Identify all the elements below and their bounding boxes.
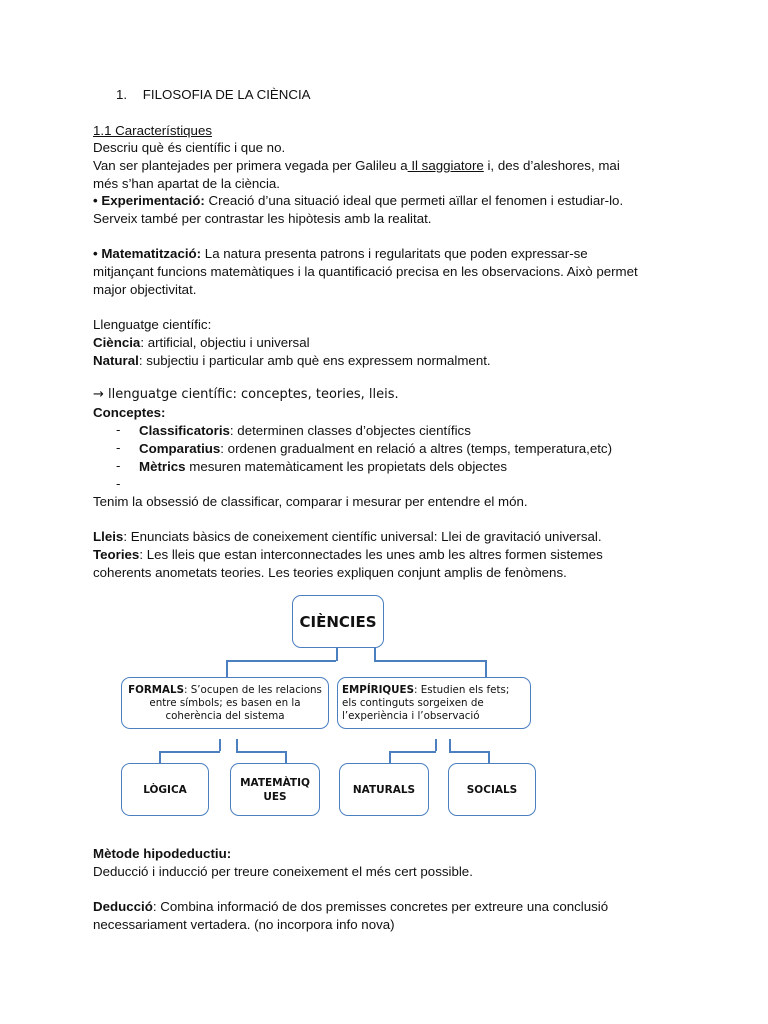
connector: [236, 739, 238, 751]
paragraph-line: Descriu què és científic i que no.: [93, 140, 286, 155]
conceptes-title: Conceptes:: [93, 405, 166, 420]
conceptes-summary: Tenim la obsessió de classificar, comparar i mesurar per entendre el món.: [93, 494, 528, 509]
section-heading: 1. FILOSOFIA DE LA CIÈNCIA: [116, 87, 311, 102]
natural-line: Natural: subjectiu i particular amb què ens expressem normalment.: [93, 353, 491, 368]
connector: [485, 660, 487, 678]
list-bullet: -: [116, 422, 121, 437]
connector: [159, 751, 161, 763]
list-item: Mètrics mesuren matemàticament les propietats dels objectes: [139, 459, 508, 474]
list-item: Classificatoris: determinen classes d’objectes científics: [139, 423, 471, 438]
connector: [449, 739, 451, 751]
llenguatge-title: Llenguatge científic:: [93, 317, 212, 332]
empiriques-box: EMPÍRIQUES: Estudien els fets; els continguts sorgeixen de l’experiència i l’observació: [337, 677, 531, 729]
teories-line: Teories: Les lleis que estan interconnectades les unes amb les altres formen sistemes: [93, 547, 603, 562]
connector: [389, 751, 391, 763]
connector: [389, 751, 436, 753]
connector: [488, 751, 490, 763]
metode-title: Mètode hipodeductiu:: [93, 846, 232, 861]
matematiques-box: MATEMÀTIQUES: [230, 763, 320, 816]
connector: [226, 660, 228, 678]
ciencies-diagram: [110, 588, 530, 824]
list-bullet: -: [116, 458, 121, 473]
connector: [374, 660, 486, 662]
paragraph-line: més s’han apartat de la ciència.: [93, 176, 281, 191]
connector: [435, 739, 437, 751]
connector: [285, 751, 287, 763]
arrow-line: → llenguatge científic: conceptes, teories, lleis.: [93, 387, 399, 402]
paragraph-line: Serveix també per contrastar les hipòtesis amb la realitat.: [93, 211, 432, 226]
experimentacio-line: • Experimentació: Creació d’una situació ideal que permeti aïllar el fenomen i estudiar-lo.: [93, 193, 624, 208]
paragraph-line: coherents anometats teories. Les teories expliquen conjunt amplis de fenòmens.: [93, 565, 567, 580]
connector: [226, 660, 336, 662]
list-bullet: -: [116, 476, 121, 491]
connector: [449, 751, 489, 753]
lleis-line: Lleis: Enunciats bàsics de coneixement científic universal: Llei de gravitació universal.: [93, 529, 602, 544]
naturals-box: NATURALS: [339, 763, 429, 816]
deduccio-line: Deducció: Combina informació de dos premisses concretes per extreure una conclusió: [93, 899, 609, 914]
subsection-title: 1.1 Característiques: [93, 123, 212, 138]
connector: [336, 648, 338, 661]
matematitzacio-line: • Matematització: La natura presenta patrons i regularitats que poden expressar-se: [93, 246, 588, 261]
connector: [219, 739, 221, 751]
paragraph-line: necessariament vertadera. (no incorpora info nova): [93, 917, 395, 932]
connector: [236, 751, 286, 753]
list-bullet: -: [116, 440, 121, 455]
book-title: Il saggiatore: [407, 158, 484, 173]
paragraph-line: Deducció i inducció per treure coneixement el més cert possible.: [93, 864, 473, 879]
connector: [159, 751, 220, 753]
socials-box: SOCIALS: [448, 763, 536, 816]
paragraph-line: Van ser plantejades per primera vegada per Galileu a Il saggiatore i, des d’aleshores, mai: [93, 158, 620, 173]
logica-box: LÒGICA: [121, 763, 209, 816]
formals-box: FORMALS: S’ocupen de les relacions entre símbols; es basen en la coherència del sistema: [121, 677, 329, 729]
ciencia-line: Ciència: artificial, objectiu i universal: [93, 335, 310, 350]
paragraph-line: mitjançant funcions matemàtiques i la quantificació precisa en les observacions. Això permet: [93, 264, 638, 279]
ciencies-box: CIÈNCIES: [292, 595, 384, 648]
paragraph-line: major objectivitat.: [93, 282, 197, 297]
list-item: Comparatius: ordenen gradualment en relació a altres (temps, temperatura,etc): [139, 441, 613, 456]
